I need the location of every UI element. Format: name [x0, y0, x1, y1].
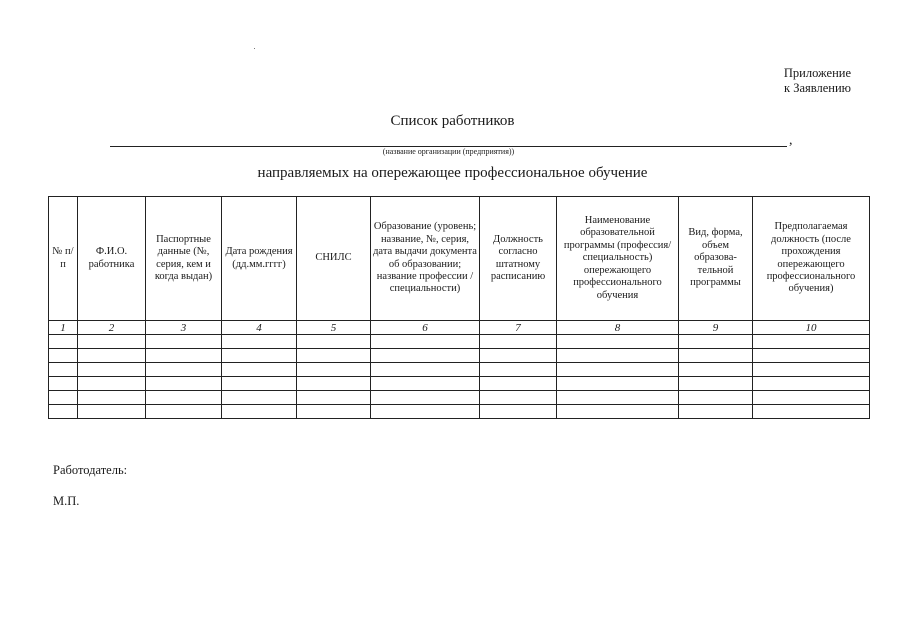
table-cell	[146, 349, 222, 363]
table-cell	[557, 349, 679, 363]
header-snils: СНИЛС	[297, 197, 371, 321]
table-row	[49, 377, 870, 391]
table-cell	[146, 363, 222, 377]
table-cell	[557, 377, 679, 391]
scan-speck	[254, 48, 255, 49]
column-number-row	[49, 321, 870, 335]
table-cell	[480, 335, 557, 349]
table-cell	[146, 377, 222, 391]
column-number: 8	[557, 321, 679, 335]
organization-line-comma: ,	[789, 133, 793, 148]
annex-line-2: к Заявлению	[784, 81, 851, 95]
table-cell	[297, 405, 371, 419]
stamp-label: М.П.	[53, 494, 80, 508]
table-cell	[222, 335, 297, 349]
table-cell	[49, 405, 78, 419]
table-cell	[557, 391, 679, 405]
table-cell	[49, 335, 78, 349]
column-number: 3	[146, 321, 222, 335]
table-cell	[222, 391, 297, 405]
table-cell	[297, 335, 371, 349]
table-cell	[78, 405, 146, 419]
workers-table	[48, 196, 870, 419]
column-number: 9	[679, 321, 753, 335]
table-cell	[222, 405, 297, 419]
table-cell	[753, 377, 870, 391]
table-cell	[78, 391, 146, 405]
employer-label: Работодатель:	[53, 463, 128, 477]
table-cell	[49, 349, 78, 363]
table-cell	[371, 405, 480, 419]
table-cell	[679, 391, 753, 405]
header-position: Должность согласно штатному расписанию	[480, 197, 557, 321]
table-cell	[480, 405, 557, 419]
table-row	[49, 335, 870, 349]
table-cell	[480, 349, 557, 363]
table-cell	[297, 363, 371, 377]
table-cell	[753, 391, 870, 405]
column-number: 2	[78, 321, 146, 335]
table-cell	[371, 349, 480, 363]
header-row-number: № п/п	[49, 197, 78, 321]
table-cell	[146, 335, 222, 349]
table-header-row	[49, 197, 870, 321]
table-cell	[222, 363, 297, 377]
header-education: Образование (уровень; название, №, серия, дата выдачи документа об образовании; название профессии / специальности)	[371, 197, 480, 321]
column-number: 6	[371, 321, 480, 335]
table-cell	[146, 391, 222, 405]
table-cell	[78, 363, 146, 377]
table-cell	[49, 391, 78, 405]
column-number: 4	[222, 321, 297, 335]
table-cell	[480, 363, 557, 377]
table-cell	[371, 391, 480, 405]
column-number: 1	[49, 321, 78, 335]
table-cell	[679, 349, 753, 363]
table-cell	[753, 405, 870, 419]
table-cell	[480, 377, 557, 391]
table-cell	[557, 363, 679, 377]
header-program-type: Вид, форма, объем образова-тельной программы	[679, 197, 753, 321]
organization-name-caption: (название организации (предприятия))	[382, 147, 515, 156]
table-cell	[679, 405, 753, 419]
table-cell	[371, 335, 480, 349]
header-future-position: Предполагаемая должность (после прохождения опережающего профессионального обучения)	[753, 197, 870, 321]
table-cell	[679, 377, 753, 391]
table-cell	[146, 405, 222, 419]
table-cell	[753, 349, 870, 363]
table-cell	[480, 391, 557, 405]
table-row	[49, 363, 870, 377]
header-birth-date: Дата рождения (дд.мм.гггг)	[222, 197, 297, 321]
table-cell	[753, 363, 870, 377]
table-cell	[49, 377, 78, 391]
table-cell	[78, 349, 146, 363]
header-passport-data: Паспортные данные (№, серия, кем и когда выдан)	[146, 197, 222, 321]
table-cell	[78, 377, 146, 391]
table-row	[49, 349, 870, 363]
table-cell	[753, 335, 870, 349]
table-cell	[222, 377, 297, 391]
table-cell	[557, 405, 679, 419]
annex-note	[784, 66, 851, 96]
table-cell	[222, 349, 297, 363]
header-program-name: Наименование образовательной программы (профессия/специальность) опережающего профессионального обучения	[557, 197, 679, 321]
table-cell	[371, 363, 480, 377]
table-cell	[557, 335, 679, 349]
table-cell	[297, 349, 371, 363]
column-number: 5	[297, 321, 371, 335]
table-row	[49, 405, 870, 419]
table-cell	[49, 363, 78, 377]
table-cell	[679, 363, 753, 377]
header-full-name: Ф.И.О. работника	[78, 197, 146, 321]
document-subtitle: направляемых на опережающее профессиональное обучение	[257, 165, 648, 181]
document-title: Список работников	[390, 113, 515, 129]
table-cell	[679, 335, 753, 349]
column-number: 7	[480, 321, 557, 335]
column-number: 10	[753, 321, 870, 335]
annex-line-1: Приложение	[783, 66, 851, 80]
table-cell	[78, 335, 146, 349]
table-cell	[371, 377, 480, 391]
table-cell	[297, 391, 371, 405]
table-row	[49, 391, 870, 405]
table-cell	[297, 377, 371, 391]
